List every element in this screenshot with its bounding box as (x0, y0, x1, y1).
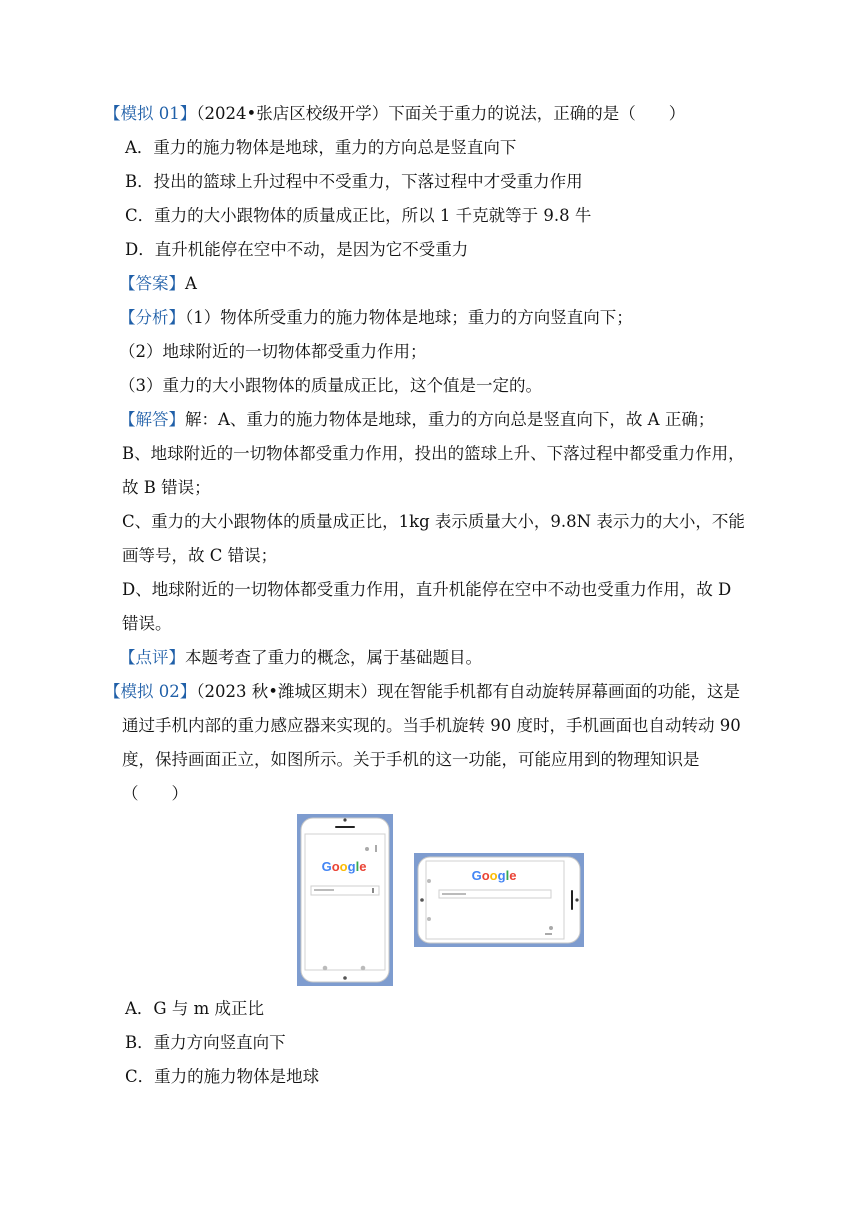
question-1-solution-line-7: 错误。 (122, 614, 172, 633)
question-1-option-d: D．直升机能停在空中不动，是因为它不受重力 (125, 240, 469, 259)
earpiece-icon (335, 826, 355, 828)
comment-text: 本题考查了重力的概念，属于基础题目。 (185, 648, 482, 667)
question-1-solution-line-4: C、重力的大小跟物体的质量成正比，1kg 表示质量大小，9.8N 表示力的大小，不能 (122, 512, 745, 531)
comment-tag: 【点评】 (119, 648, 185, 667)
google-logo: Google (471, 868, 517, 883)
question-2-option-a: A．G 与 m 成正比 (125, 999, 264, 1018)
question-2-stem-line-4: （ ） (122, 784, 188, 803)
question-2-option-b: B．重力方向竖直向下 (125, 1033, 286, 1052)
answer-value: A (185, 274, 197, 293)
search-placeholder (442, 893, 466, 895)
google-logo: Google (321, 859, 367, 874)
nav-dot-left-icon (323, 966, 328, 971)
question-1-analysis-line-2: （2）地球附近的一切物体都受重力作用； (119, 342, 427, 361)
question-1-solution-line-5: 画等号，故 C 错误； (122, 546, 278, 565)
question-1-option-c: C．重力的大小跟物体的质量成正比，所以 1 千克就等于 9.8 牛 (125, 206, 592, 225)
portrait-phone-figure (297, 814, 393, 986)
question-1-solution-line-6: D、地球附近的一切物体都受重力作用，直升机能停在空中不动也受重力作用，故 D (122, 580, 732, 599)
analysis-text: （1）物体所受重力的施力物体是地球；重力的方向竖直向下； (185, 308, 633, 327)
question-1-solution-line-3: 故 B 错误； (122, 478, 211, 497)
analysis-tag: 【分析】 (119, 308, 185, 327)
question-1-option-a: A．重力的施力物体是地球，重力的方向总是竖直向下 (125, 138, 517, 157)
question-1-comment (119, 647, 482, 669)
question-1-tag: 【模拟 01】 (104, 104, 197, 123)
question-1-solution-line-2: B、地球附近的一切物体都受重力作用，投出的篮球上升、下落过程中都受重力作用， (122, 444, 745, 463)
menu-icon (549, 926, 553, 930)
overflow-icon (375, 845, 377, 852)
question-2-stem-line-3: 度，保持画面正立，如图所示。关于手机的这一功能，可能应用到的物理知识是 (122, 750, 700, 769)
home-button-icon (420, 898, 424, 902)
question-1-analysis-line-3: （3）重力的大小跟物体的质量成正比，这个值是一定的。 (119, 376, 542, 395)
search-placeholder (314, 889, 334, 891)
portrait-screen (305, 834, 385, 970)
question-1-answer (119, 273, 197, 295)
mic-icon (372, 888, 374, 893)
question-1-header (104, 103, 685, 125)
question-2-header (104, 681, 740, 703)
question-2-stem-line-1: （2023 秋•潍城区期末）现在智能手机都有自动旋转屏幕画面的功能，这是 (196, 682, 740, 701)
front-camera-icon (343, 818, 346, 821)
answer-tag: 【答案】 (119, 274, 185, 293)
question-1-stem: （2024•张店区校级开学）下面关于重力的说法，正确的是（ ） (196, 104, 686, 123)
question-2-stem-line-2: 通过手机内部的重力感应器来实现的。当手机旋转 90 度时，手机画面也自动转动 90 (122, 716, 741, 735)
question-1-analysis-line-1 (119, 307, 633, 329)
solution-tag: 【解答】 (119, 410, 185, 429)
question-1-solution-line-1 (119, 409, 714, 431)
solution-text: 解：A、重力的施力物体是地球，重力的方向总是竖直向下，故 A 正确； (185, 410, 715, 429)
menu-icon (365, 847, 369, 851)
front-camera-icon (575, 898, 578, 901)
landscape-phone-figure (414, 853, 584, 947)
overflow-icon (545, 933, 552, 935)
question-1-option-b: B．投出的篮球上升过程中不受重力，下落过程中才受重力作用 (125, 172, 583, 191)
nav-dot-bottom-icon (427, 917, 431, 921)
earpiece-icon (571, 890, 573, 910)
question-2-option-c: C．重力的施力物体是地球 (125, 1067, 320, 1086)
nav-dot-right-icon (361, 966, 366, 971)
home-button-icon (343, 976, 347, 980)
question-2-tag: 【模拟 02】 (104, 682, 197, 701)
nav-dot-top-icon (427, 879, 431, 883)
